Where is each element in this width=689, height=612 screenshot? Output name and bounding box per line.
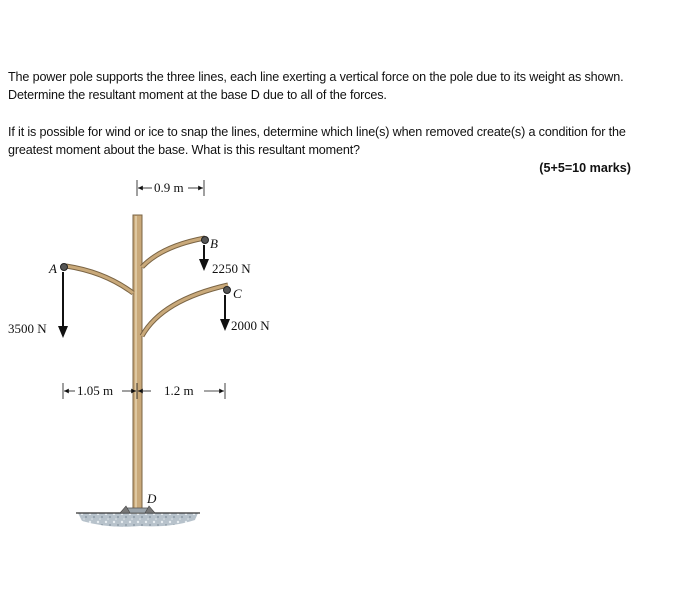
- insulator-c: [224, 287, 231, 294]
- force-c-label: 2000 N: [231, 318, 270, 333]
- insulator-b: [202, 237, 209, 244]
- dimension-right-label: 1.2 m: [164, 383, 194, 398]
- dimension-left-label: 1.05 m: [77, 383, 114, 398]
- force-arrow-c: [220, 295, 230, 331]
- marks-label: (5+5=10 marks): [539, 161, 631, 175]
- point-b-label: B: [210, 236, 218, 251]
- dimension-top-label: 0.9 m: [154, 180, 184, 195]
- arm-b: [142, 238, 205, 267]
- problem-paragraph-2: If it is possible for wind or ice to snap the lines, determine which line(s) when removed create(s) a condition for the greatest moment about the base. What is this resultant moment?: [8, 125, 626, 157]
- force-arrow-a: [58, 272, 68, 338]
- problem-paragraph-1: The power pole supports the three lines, each line exerting a vertical force on the pole due to its weight as shown. Determine the resultant moment at the base D due to all of the forces.: [8, 70, 624, 102]
- point-a-label: A: [49, 261, 57, 276]
- force-b-label: 2250 N: [212, 261, 251, 276]
- point-d-label: D: [147, 491, 157, 506]
- arm-c: [142, 285, 228, 336]
- arm-a: [66, 266, 133, 293]
- force-a-label: 3500 N: [8, 321, 47, 336]
- force-arrow-b: [199, 245, 209, 271]
- insulator-a: [61, 264, 68, 271]
- point-c-label: C: [233, 286, 242, 301]
- ground: [76, 513, 200, 527]
